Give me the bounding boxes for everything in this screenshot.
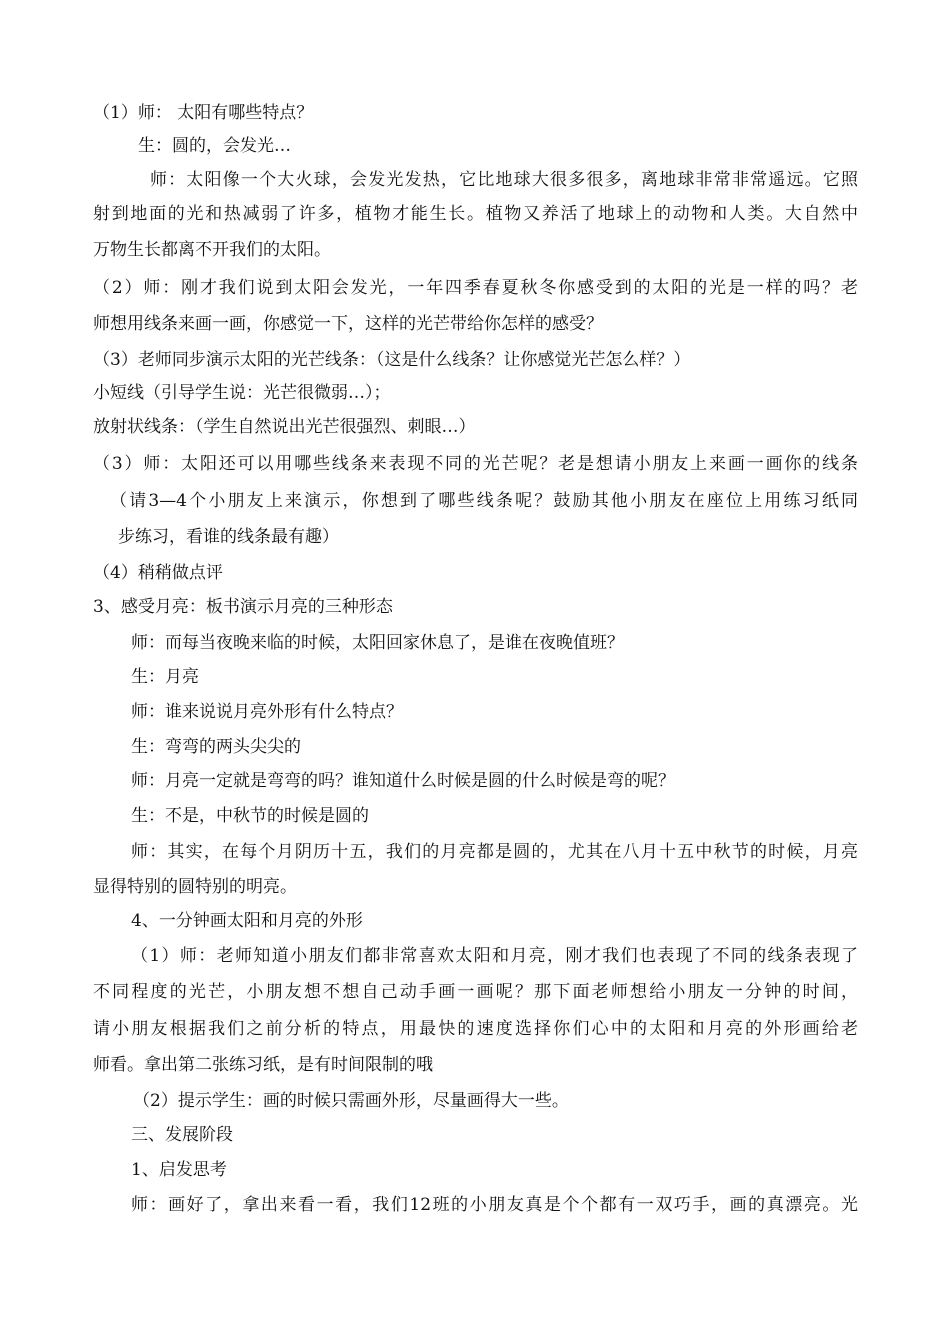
paragraph-line: 师：画好了，拿出来看一看，我们12班的小朋友真是个个都有一双巧手，画的真漂亮。光 bbox=[131, 1195, 858, 1215]
paragraph-line: 显得特别的圆特别的明亮。 bbox=[93, 877, 297, 897]
paragraph-line: 生：不是，中秋节的时候是圆的 bbox=[131, 806, 369, 826]
paragraph-line: （1）师：老师知道小朋友们都非常喜欢太阳和月亮，刚才我们也表现了不同的线条表现了 bbox=[131, 946, 858, 966]
paragraph-line: 3、感受月亮：板书演示月亮的三种形态 bbox=[93, 597, 393, 617]
paragraph-line: （请3—4个小朋友上来演示，你想到了哪些线条呢？鼓励其他小朋友在座位上用练习纸同 bbox=[110, 491, 858, 511]
paragraph-line: 师看。拿出第二张练习纸，是有时间限制的哦 bbox=[93, 1055, 433, 1075]
paragraph-line: 不同程度的光芒，小朋友想不想自己动手画一画呢？那下面老师想给小朋友一分钟的时间， bbox=[93, 982, 858, 1002]
paragraph-line: 生：弯弯的两头尖尖的 bbox=[131, 737, 301, 757]
paragraph-line: （2）师：刚才我们说到太阳会发光，一年四季春夏秋冬你感受到的太阳的光是一样的吗？老 bbox=[93, 278, 858, 298]
paragraph-line: 师：而每当夜晚来临的时候，太阳回家休息了，是谁在夜晚值班？ bbox=[131, 633, 624, 653]
paragraph-line: 师：太阳像一个大火球，会发光发热，它比地球大很多很多，离地球非常非常遥远。它照 bbox=[150, 170, 858, 190]
sub-heading: 1、启发思考 bbox=[131, 1160, 227, 1180]
paragraph-line: 师想用线条来画一画，你感觉一下，这样的光芒带给你怎样的感受？ bbox=[93, 314, 603, 334]
paragraph-line: 生：月亮 bbox=[131, 667, 199, 687]
paragraph-line: 师：月亮一定就是弯弯的吗？谁知道什么时候是圆的什么时候是弯的呢？ bbox=[131, 771, 675, 791]
paragraph-line: 师：谁来说说月亮外形有什么特点？ bbox=[131, 702, 403, 722]
section-heading: 三、发展阶段 bbox=[131, 1125, 233, 1145]
paragraph-line: （3）师：太阳还可以用哪些线条来表现不同的光芒呢？老是想请小朋友上来画一画你的线条 bbox=[93, 454, 858, 474]
paragraph-line: （2）提示学生：画的时候只需画外形，尽量画得大一些。 bbox=[133, 1091, 569, 1111]
paragraph-line: 生：圆的，会发光… bbox=[138, 136, 291, 156]
paragraph-line: 放射状线条：（学生自然说出光芒很强烈、刺眼…） bbox=[93, 417, 476, 437]
paragraph-line: 请小朋友根据我们之前分析的特点，用最快的速度选择你们心中的太阳和月亮的外形画给老 bbox=[93, 1019, 858, 1039]
paragraph-line: （4）稍稍做点评 bbox=[93, 563, 223, 583]
paragraph-line: （1）师： 太阳有哪些特点？ bbox=[93, 103, 314, 123]
paragraph-line: 师：其实，在每个月阴历十五，我们的月亮都是圆的，尤其在八月十五中秋节的时候，月亮 bbox=[131, 842, 858, 862]
paragraph-line: 射到地面的光和热减弱了许多，植物才能生长。植物又养活了地球上的动物和人类。大自然中 bbox=[93, 204, 858, 224]
paragraph-line: 万物生长都离不开我们的太阳。 bbox=[93, 240, 331, 260]
paragraph-line: 4、一分钟画太阳和月亮的外形 bbox=[131, 911, 363, 931]
paragraph-line: （3）老师同步演示太阳的光芒线条：（这是什么线条？让你感觉光芒怎么样？） bbox=[93, 350, 691, 370]
paragraph-line: 小短线（引导学生说：光芒很微弱…）； bbox=[93, 383, 391, 403]
paragraph-line: 步练习，看谁的线条最有趣） bbox=[118, 527, 339, 547]
